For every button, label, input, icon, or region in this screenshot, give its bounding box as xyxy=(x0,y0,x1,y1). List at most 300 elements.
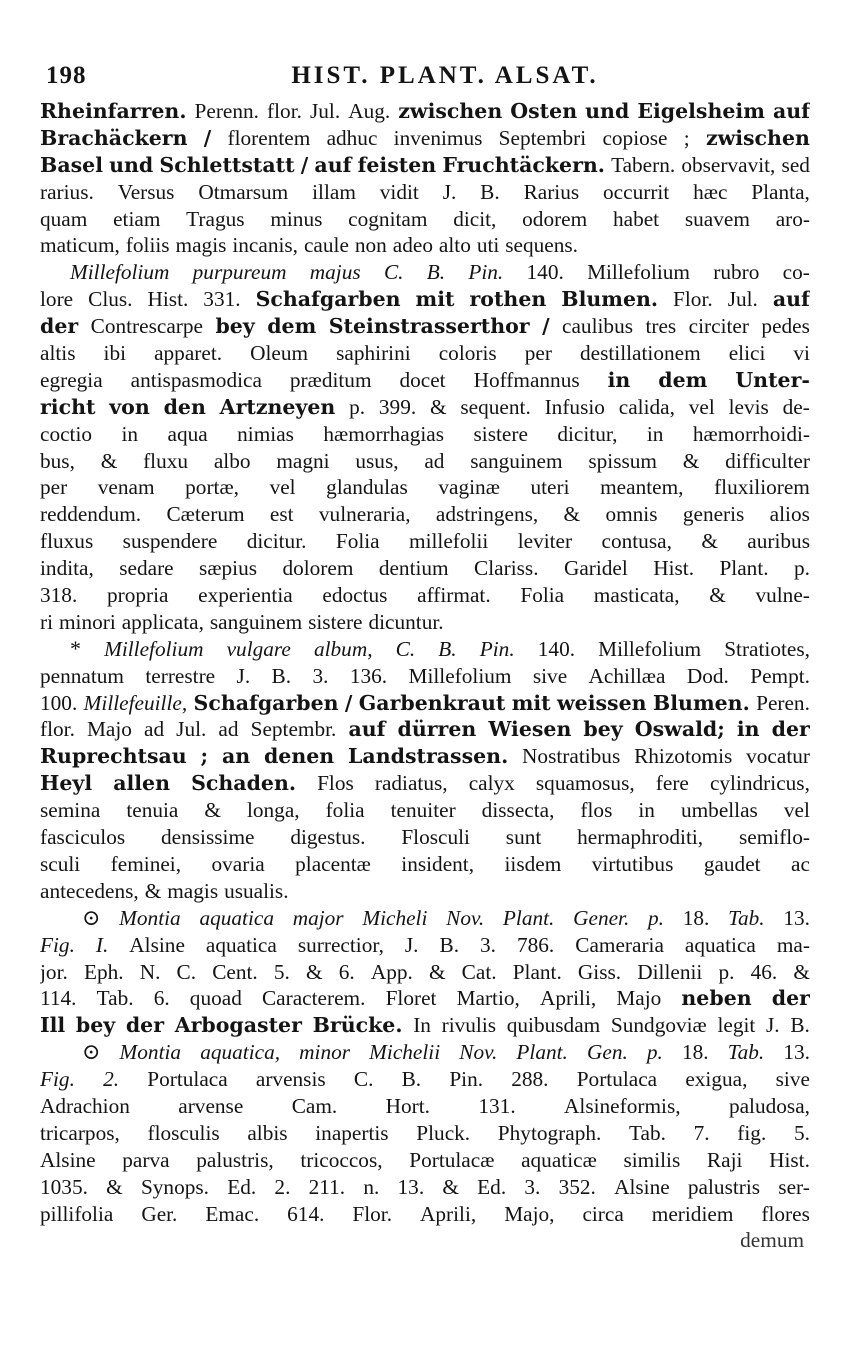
page-header xyxy=(40,56,810,98)
word: gaudet xyxy=(703,851,761,876)
word: palustris, xyxy=(196,1147,274,1172)
fraktur-word: bey xyxy=(583,717,623,742)
italic-word: Fig. xyxy=(40,1067,75,1092)
symbol-glyph: ⊙ xyxy=(82,1039,101,1065)
word: sculi xyxy=(40,851,81,876)
word: fluxiliorem xyxy=(714,475,810,500)
word: Emac. xyxy=(205,1201,260,1226)
word: Infusio xyxy=(544,394,605,419)
word: Hort. xyxy=(385,1093,430,1118)
word: tricoccos, xyxy=(300,1147,383,1172)
word: 331. xyxy=(203,287,241,312)
fraktur-word: an xyxy=(221,744,251,769)
word: Otmarsum xyxy=(198,179,289,204)
word: 140. xyxy=(526,260,564,285)
fraktur-word: Ill xyxy=(40,1013,66,1038)
word: egregia xyxy=(40,367,103,392)
italic-word: Pin. xyxy=(468,260,504,285)
word: calyx xyxy=(468,771,515,796)
word: sive xyxy=(775,1067,810,1092)
word: Floret xyxy=(385,986,437,1011)
italic-word: I. xyxy=(95,932,109,957)
word: apparet. xyxy=(154,341,223,366)
word: dentium xyxy=(378,556,449,581)
fraktur-word: Basel xyxy=(40,152,103,177)
word: Millefolium xyxy=(408,663,512,688)
fraktur-word: dem xyxy=(267,314,317,339)
word: aquatica xyxy=(684,932,756,957)
word: Plant. xyxy=(719,556,769,581)
word: alto xyxy=(438,233,471,258)
word: leviter xyxy=(517,529,573,554)
italic-word: C. xyxy=(395,636,416,661)
fraktur-word: Schafgarben xyxy=(193,690,339,715)
text-line xyxy=(40,340,810,367)
word: vel xyxy=(269,475,296,500)
fraktur-word: Brücke. xyxy=(312,1013,403,1038)
word: & xyxy=(306,959,323,984)
word: demum xyxy=(740,1228,805,1253)
word: parva xyxy=(122,1147,170,1172)
word: Alsine xyxy=(129,932,185,957)
word: bus, xyxy=(40,448,75,473)
fraktur-word: allen xyxy=(113,771,171,796)
fraktur-word: auf xyxy=(772,287,810,312)
word: Versus xyxy=(117,179,175,204)
text-line xyxy=(40,716,810,743)
fraktur-word: Ruprechtsau xyxy=(40,744,187,769)
word: 614. xyxy=(287,1201,325,1226)
word: Jul. xyxy=(727,287,758,312)
word: Cameraria xyxy=(575,932,664,957)
catchword-line xyxy=(40,1227,810,1254)
fraktur-word: Unter- xyxy=(735,367,810,392)
word: vulne- xyxy=(755,583,810,608)
word: flos xyxy=(580,798,613,823)
word: applicata, xyxy=(121,609,204,634)
word: B. xyxy=(271,663,292,688)
word: destillationem xyxy=(579,341,701,366)
word: In xyxy=(413,1013,431,1038)
text-line xyxy=(40,1066,810,1093)
word: sistere xyxy=(473,421,528,446)
word: p. xyxy=(793,556,810,581)
text-line xyxy=(40,1093,810,1120)
word: vaginæ xyxy=(438,475,500,500)
word: 136. xyxy=(349,663,388,688)
word: palustris xyxy=(687,1174,761,1199)
fraktur-word: auf xyxy=(348,717,386,742)
text-line xyxy=(40,367,810,394)
word: Garidel xyxy=(563,556,628,581)
word: Pin. xyxy=(449,1067,484,1092)
fraktur-word: Rheinfarren. xyxy=(40,99,187,123)
word: omnis xyxy=(605,502,658,527)
word: Portulaca xyxy=(147,1067,228,1092)
text-line xyxy=(40,313,810,340)
word: & xyxy=(144,878,162,903)
word: illam xyxy=(312,179,356,204)
word: quam xyxy=(40,206,88,231)
italic-word: B. xyxy=(438,636,457,661)
fraktur-word: in xyxy=(607,367,631,392)
word: longa, xyxy=(246,798,300,823)
fraktur-word: auf xyxy=(314,152,352,177)
word: Ger. xyxy=(141,1201,178,1226)
word: Flosculi xyxy=(401,825,470,850)
fraktur-word: / xyxy=(203,125,212,150)
word: magni xyxy=(276,448,330,473)
word: usus, xyxy=(355,448,399,473)
word: dissecta, xyxy=(481,798,555,823)
word: dicuntur. xyxy=(368,609,444,634)
fraktur-word: zwischen xyxy=(705,125,810,150)
word: Jul. xyxy=(309,99,341,123)
word: fig. xyxy=(737,1120,767,1145)
word: 786. xyxy=(516,932,555,957)
italic-word: Montia xyxy=(119,1040,182,1065)
italic-word: Millefolium xyxy=(70,260,170,285)
word: 399. xyxy=(378,394,417,419)
word: sequens. xyxy=(505,233,579,258)
word: Flor. xyxy=(673,287,713,312)
word: Aprili, xyxy=(420,1201,477,1226)
fraktur-word: in xyxy=(736,717,760,742)
word: Giss. xyxy=(577,959,622,984)
word: spissum xyxy=(588,448,657,473)
word: Septembri xyxy=(498,125,587,150)
word: Hist. xyxy=(769,1147,810,1172)
word: suspendere xyxy=(122,529,218,554)
fraktur-word: von xyxy=(109,394,150,419)
italic-word: majus xyxy=(309,260,361,285)
word: ad xyxy=(144,717,165,742)
word: 318. xyxy=(40,583,78,608)
word: contusa, xyxy=(601,529,672,554)
word: 5. xyxy=(273,959,290,984)
word: maticum, xyxy=(40,233,120,258)
word: co- xyxy=(782,260,810,285)
word: ma- xyxy=(776,932,810,957)
word: coctio xyxy=(40,421,93,446)
fraktur-word: der xyxy=(125,1013,165,1038)
word: Millefolium xyxy=(587,260,690,285)
word: altis xyxy=(40,341,76,366)
word: albo xyxy=(213,448,251,473)
word: Tabern. xyxy=(611,152,676,177)
word: feminei, xyxy=(110,851,182,876)
word: millefolii xyxy=(409,529,489,554)
word: Hist. xyxy=(653,556,695,581)
word: paludosa, xyxy=(728,1093,810,1118)
word: J. xyxy=(236,663,251,688)
italic-word: album, xyxy=(313,636,373,661)
word: Alsineformis, xyxy=(564,1093,681,1118)
fraktur-word: denen xyxy=(263,744,335,769)
word: Plant. xyxy=(512,959,562,984)
word: etiam xyxy=(113,206,161,231)
word: Folia xyxy=(335,529,380,554)
word: coloris xyxy=(438,341,497,366)
word: dicit, xyxy=(453,206,497,231)
word: Martio, xyxy=(456,986,520,1011)
italic-word: aquatica xyxy=(199,905,274,930)
word: p. xyxy=(349,394,366,419)
text-line xyxy=(40,932,810,959)
italic-word: Pin. xyxy=(479,636,515,661)
fraktur-word: der xyxy=(771,986,810,1011)
italic-word: C. xyxy=(383,260,404,285)
word: hæmorrhoidi- xyxy=(692,421,810,446)
word: Clariss. xyxy=(474,556,539,581)
word: B. xyxy=(439,932,460,957)
book-page xyxy=(40,56,810,1254)
word: reddendum. xyxy=(40,502,142,527)
fraktur-word: der xyxy=(771,717,810,742)
word: 6. xyxy=(338,959,355,984)
word: Cam. xyxy=(291,1093,338,1118)
fraktur-word: Oswald; xyxy=(634,717,725,742)
text-line xyxy=(40,259,810,286)
word: docet xyxy=(399,367,446,392)
word: uti xyxy=(476,233,500,258)
word: Flos xyxy=(317,771,354,796)
italic-word: major xyxy=(292,905,344,930)
word: cognitam xyxy=(348,206,428,231)
text-line xyxy=(40,1039,810,1066)
word: odorem xyxy=(522,206,588,231)
text-line xyxy=(40,1147,810,1174)
word: fere xyxy=(655,771,689,796)
italic-word: Nov. xyxy=(459,1040,498,1065)
italic-word: Fig. xyxy=(40,932,75,957)
text-line xyxy=(40,582,810,609)
word: ad xyxy=(218,717,239,742)
word: sequent. xyxy=(460,394,531,419)
word: Portulacæ xyxy=(409,1147,495,1172)
word: aro- xyxy=(775,206,810,231)
word: Jul. xyxy=(176,717,207,742)
word: Millefolium xyxy=(598,636,702,661)
word: antecedens, xyxy=(40,878,139,903)
text-line xyxy=(40,609,810,636)
word: vocatur xyxy=(746,744,810,769)
word: hæmorrhagias xyxy=(323,421,445,446)
word: App. xyxy=(370,959,413,984)
fraktur-word: Brachäckern xyxy=(40,125,188,150)
word: florentem xyxy=(227,125,311,150)
fraktur-word: der xyxy=(40,314,79,339)
word: Dod. xyxy=(686,663,729,688)
fraktur-word: rothen xyxy=(469,287,547,312)
italic-word: vulgare xyxy=(226,636,291,661)
fraktur-word: / xyxy=(344,690,353,715)
word: alios xyxy=(769,502,810,527)
italic-word: Tab. xyxy=(728,905,765,930)
italic-word: Millefolium xyxy=(104,636,204,661)
word: ovaria xyxy=(211,851,265,876)
word: jor. xyxy=(40,959,68,984)
text-line xyxy=(40,152,810,179)
word: Pempt. xyxy=(750,663,810,688)
word: vel xyxy=(688,394,715,419)
word: Contrescarpe xyxy=(90,314,203,339)
word: sed xyxy=(781,152,810,177)
word: ac xyxy=(791,851,810,876)
text-line xyxy=(40,743,810,770)
text-line xyxy=(40,985,810,1012)
word: cylindricus, xyxy=(709,771,810,796)
word: 211. xyxy=(308,1174,346,1199)
word: auribus xyxy=(747,529,810,554)
word: Pluck. xyxy=(416,1120,471,1145)
text-line xyxy=(40,179,810,206)
word: in xyxy=(646,421,664,446)
word: Alsine xyxy=(614,1174,670,1199)
fraktur-word: Landstrassen. xyxy=(348,744,509,769)
fraktur-word: / xyxy=(542,314,550,339)
word: dicitur. xyxy=(246,529,307,554)
word: semiflo- xyxy=(738,825,810,850)
word: & xyxy=(563,502,581,527)
text-line xyxy=(40,206,810,233)
text-line xyxy=(40,1012,810,1039)
italic-word: Montia xyxy=(119,905,181,930)
word: lore xyxy=(40,287,74,312)
word: 13. xyxy=(783,1040,810,1065)
text-line xyxy=(40,797,810,824)
word: caulibus xyxy=(562,314,634,339)
word: suavem xyxy=(684,206,750,231)
text-line xyxy=(40,770,810,797)
text-line xyxy=(40,905,810,932)
word: præditum xyxy=(289,367,372,392)
fraktur-word: neben xyxy=(681,986,752,1011)
word: habet xyxy=(612,206,660,231)
word: 352. xyxy=(558,1174,596,1199)
word: densissime xyxy=(161,825,255,850)
word: B. xyxy=(790,1013,810,1038)
text-line xyxy=(40,851,810,878)
word: Caracterem. xyxy=(261,986,366,1011)
word: 100. xyxy=(40,690,78,715)
word: invenimus xyxy=(393,125,483,150)
text-line xyxy=(40,636,810,663)
fraktur-word: zwischen xyxy=(398,99,503,123)
fraktur-word: mit xyxy=(415,287,455,312)
word: Aprili, xyxy=(539,986,597,1011)
word: p. xyxy=(718,959,735,984)
word: de- xyxy=(782,394,810,419)
word: adeo xyxy=(392,233,433,258)
fraktur-word: Heyl xyxy=(40,771,93,796)
word: sæpius xyxy=(199,556,258,581)
text-line xyxy=(40,394,810,421)
word: circa xyxy=(582,1201,624,1226)
word: in xyxy=(121,421,139,446)
word: foliis xyxy=(125,233,170,258)
word: minori xyxy=(58,609,116,634)
fraktur-word: Schafgarben xyxy=(255,287,401,312)
word: Tab. xyxy=(96,986,134,1011)
word: sanguinem xyxy=(209,609,303,634)
fraktur-word: Blumen. xyxy=(561,287,659,312)
word: 131. xyxy=(478,1093,516,1118)
word: quoad xyxy=(189,986,242,1011)
word: Adrachion xyxy=(40,1093,130,1118)
word: indita, xyxy=(40,556,94,581)
word: copiose xyxy=(602,125,668,150)
italic-word: purpureum xyxy=(192,260,287,285)
word: Tab. xyxy=(629,1120,666,1145)
word: edoctus xyxy=(322,583,388,608)
word: 18. xyxy=(682,905,710,930)
word: & xyxy=(100,448,118,473)
word: Ed. xyxy=(477,1174,507,1199)
word: dolorem xyxy=(282,556,354,581)
word: Folia xyxy=(520,583,565,608)
word: hermaphroditi, xyxy=(577,825,704,850)
text-line xyxy=(40,501,810,528)
fraktur-word: Steinstrasserthor xyxy=(328,314,530,339)
word: Eph. xyxy=(83,959,124,984)
word: circiter xyxy=(688,314,749,339)
word: exigua, xyxy=(685,1067,748,1092)
word: sistere xyxy=(308,609,363,634)
word: J. xyxy=(442,179,457,204)
word: Sundgoviæ xyxy=(610,1013,707,1038)
word: Alsine xyxy=(40,1147,96,1172)
fraktur-word: Blumen. xyxy=(652,690,750,715)
word: 114. xyxy=(40,986,77,1011)
word: pennatum xyxy=(40,663,124,688)
text-line xyxy=(40,824,810,851)
word: albis xyxy=(247,1120,288,1145)
italic-word: Gen. xyxy=(586,1040,628,1065)
word: Oleum xyxy=(250,341,309,366)
word: 1035. xyxy=(40,1174,88,1199)
word: hæc xyxy=(693,179,728,204)
word: Synops. xyxy=(140,1174,209,1199)
word: adhuc xyxy=(326,125,378,150)
word: vi xyxy=(793,341,810,366)
word: generis xyxy=(682,502,745,527)
word: insident, xyxy=(401,851,475,876)
word: aquaticæ xyxy=(521,1147,597,1172)
fraktur-word: Wiesen xyxy=(488,717,572,742)
word: tenuiter xyxy=(390,798,456,823)
fraktur-word: und xyxy=(585,99,630,123)
word: arvensis xyxy=(255,1067,326,1092)
word: 140. xyxy=(537,636,576,661)
fraktur-word: Osten xyxy=(510,99,578,123)
word: J. xyxy=(404,932,419,957)
word: flores xyxy=(761,1201,810,1226)
word: placentæ xyxy=(295,851,371,876)
fraktur-word: richt xyxy=(40,394,96,419)
word: in xyxy=(638,798,655,823)
italic-word: B. xyxy=(426,260,446,285)
word: 5. xyxy=(793,1120,810,1145)
word: virtutibus xyxy=(591,851,674,876)
word: 13. xyxy=(783,905,810,930)
word: ibi xyxy=(103,341,127,366)
italic-word: Gener. xyxy=(573,905,630,930)
text-line xyxy=(40,474,810,501)
fraktur-word: Garbenkraut xyxy=(358,690,506,715)
word: Planta, xyxy=(751,179,810,204)
word: C. xyxy=(353,1067,374,1092)
